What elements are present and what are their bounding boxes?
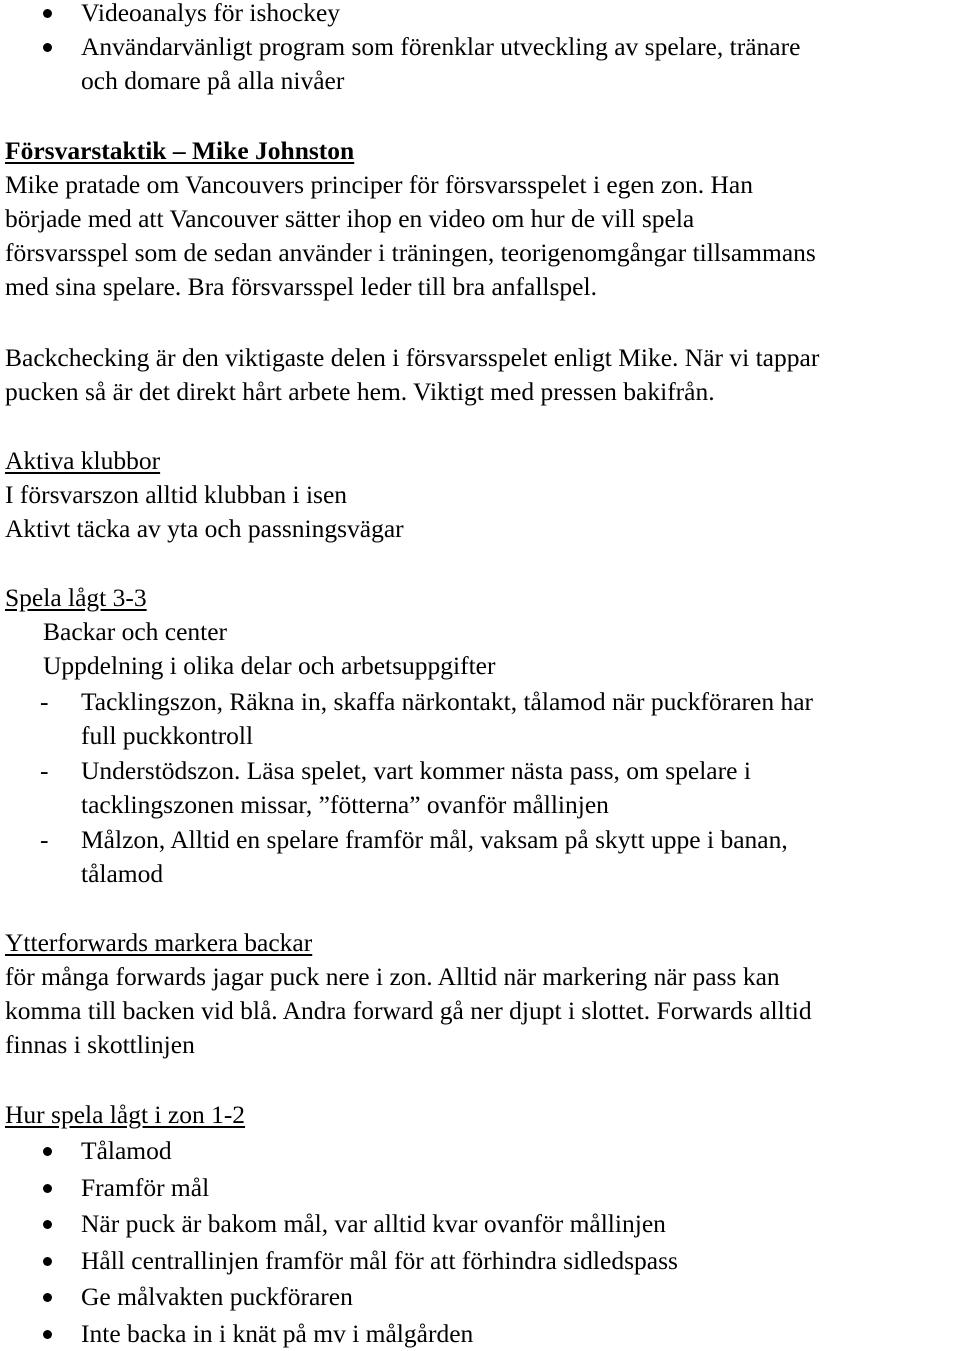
bullet-icon [43,1293,52,1302]
bullet-icon [43,1257,52,1266]
paragraph-line: började med att Vancouver sätter ihop en video om hur de vill spela [5,204,695,233]
list-item-continuation: tacklingszonen missar, ”fötterna” ovanför mållinjen [81,790,609,819]
list-item: När puck är bakom mål, var alltid kvar ovanför mållinjen [81,1209,666,1238]
list-item: Videoanalys för ishockey [81,0,341,27]
section-heading: Hur spela lågt i zon 1-2 [5,1100,246,1129]
list-item: Målzon, Alltid en spelare framför mål, vaksam på skytt uppe i banan, [81,825,788,854]
bullet-icon [43,1147,52,1156]
list-item: Håll centrallinjen framför mål för att förhindra sidledspass [81,1246,678,1275]
list-item-continuation: tålamod [81,859,164,888]
section-heading: Spela lågt 3-3 [5,583,147,612]
dash-marker: - [40,687,49,716]
dash-marker: - [40,756,49,785]
bullet-icon [43,43,52,52]
bullet-icon [43,1220,52,1229]
list-item: Inte backa in i knät på mv i målgården [81,1319,474,1348]
paragraph-line: Uppdelning i olika delar och arbetsuppgifter [43,651,496,680]
paragraph-line: Aktivt täcka av yta och passningsvägar [5,514,404,543]
paragraph-line: Backar och center [43,617,228,646]
section-heading: Aktiva klubbor [5,446,161,475]
list-item-continuation: full puckkontroll [81,721,254,750]
paragraph-line: Backchecking är den viktigaste delen i försvarsspelet enligt Mike. När vi tappar [5,343,820,372]
bullet-icon [43,1184,52,1193]
paragraph-line: för många forwards jagar puck nere i zon. Alltid när markering när pass kan [5,962,780,991]
dash-marker: - [40,825,49,854]
paragraph-line: pucken så är det direkt hårt arbete hem. Viktigt med pressen bakifrån. [5,377,715,406]
bullet-icon [43,9,52,18]
paragraph-line: finnas i skottlinjen [5,1030,195,1059]
list-item: Tacklingszon, Räkna in, skaffa närkontakt, tålamod när puckföraren har [81,687,814,716]
section-heading: Ytterforwards markera backar [5,928,313,957]
list-item: Ge målvakten puckföraren [81,1282,353,1311]
paragraph-line: med sina spelare. Bra försvarsspel leder till bra anfallspel. [5,272,597,301]
paragraph-line: försvarsspel som de sedan använder i träningen, teorigenomgångar tillsammans [5,238,816,267]
list-item: Understödszon. Läsa spelet, vart kommer nästa pass, om spelare i [81,756,751,785]
list-item: Framför mål [81,1173,210,1202]
list-item: Tålamod [81,1136,172,1165]
paragraph-line: komma till backen vid blå. Andra forward gå ner djupt i slottet. Forwards alltid [5,996,812,1025]
list-item: Användarvänligt program som förenklar utveckling av spelare, tränare [81,32,801,61]
section-heading: Försvarstaktik – Mike Johnston [5,136,355,165]
list-item-continuation: och domare på alla nivåer [81,66,345,95]
paragraph-line: I försvarszon alltid klubban i isen [5,480,348,509]
paragraph-line: Mike pratade om Vancouvers principer för försvarsspelet i egen zon. Han [5,170,753,199]
bullet-icon [43,1330,52,1339]
